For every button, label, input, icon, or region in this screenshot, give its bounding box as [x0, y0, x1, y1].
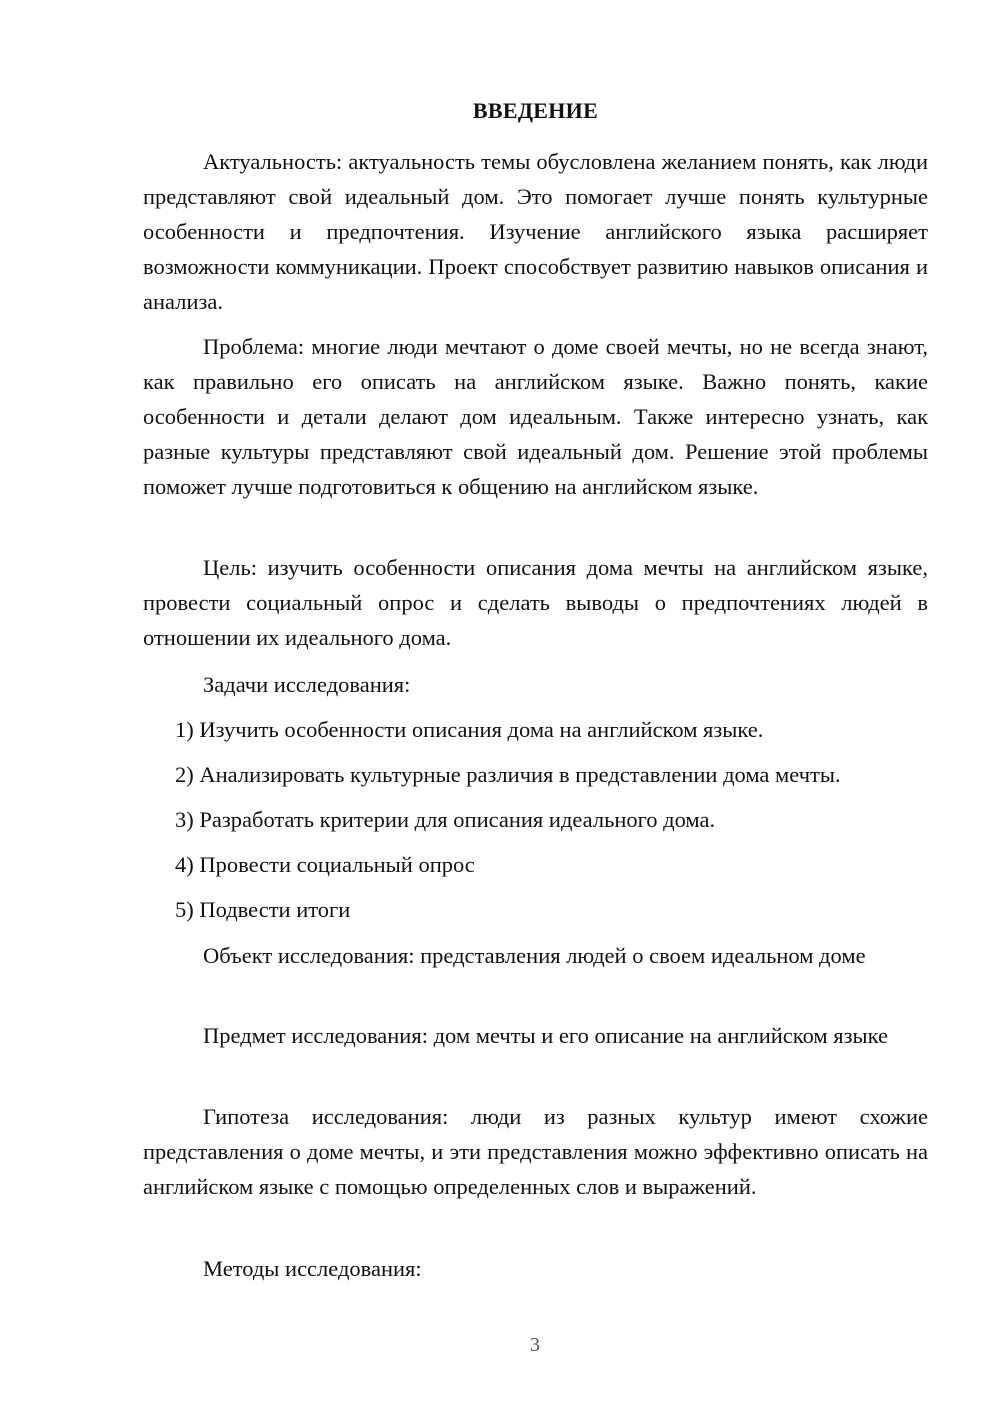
task-item-2: 2) Анализировать культурные различия в представлении дома мечты. — [175, 762, 841, 787]
paragraph-relevance: Актуальность: актуальность темы обусловлена желанием понять, как люди представляют свой идеальный дом. Это помогает лучше понять культурные особенности и предпочтения. Изучение английского языка расширяет возможности коммуникации. Проект способствует развитию навыков описания и анализа. — [143, 149, 928, 314]
task-item-4: 4) Провести социальный опрос — [175, 852, 475, 877]
task-item-1: 1) Изучить особенности описания дома на английском языке. — [175, 717, 764, 742]
paragraph-subject: Предмет исследования: дом мечты и его описание на английском языке — [203, 1023, 888, 1048]
task-item-3: 3) Разработать критерии для описания идеального дома. — [175, 807, 716, 832]
tasks-heading: Задачи исследования: — [203, 672, 411, 697]
page-number: 3 — [530, 1334, 540, 1356]
section-title: ВВЕДЕНИЕ — [472, 98, 599, 123]
paragraph-goal: Цель: изучить особенности описания дома мечты на английском языке, провести социальный опрос и сделать выводы о предпочтениях людей в отношении их идеального дома. — [143, 555, 928, 650]
methods-heading: Методы исследования: — [203, 1256, 422, 1281]
paragraph-object: Объект исследования: представления людей о своем идеальном доме — [203, 943, 866, 968]
paragraph-problem: Проблема: многие люди мечтают о доме своей мечты, но не всегда знают, как правильно его описать на английском языке. Важно понять, какие особенности и детали делают дом идеальным. Также интересно узнать, как разные культуры представляют свой идеальный дом. Решение этой проблемы поможет лучше подготовиться к общению на английском языке. — [143, 334, 928, 499]
paragraph-hypothesis: Гипотеза исследования: люди из разных культур имеют схожие представления о доме мечты, и эти представления можно эффективно описать на английском языке с помощью определенных слов и выражений. — [143, 1104, 928, 1199]
task-item-5: 5) Подвести итоги — [175, 897, 351, 922]
